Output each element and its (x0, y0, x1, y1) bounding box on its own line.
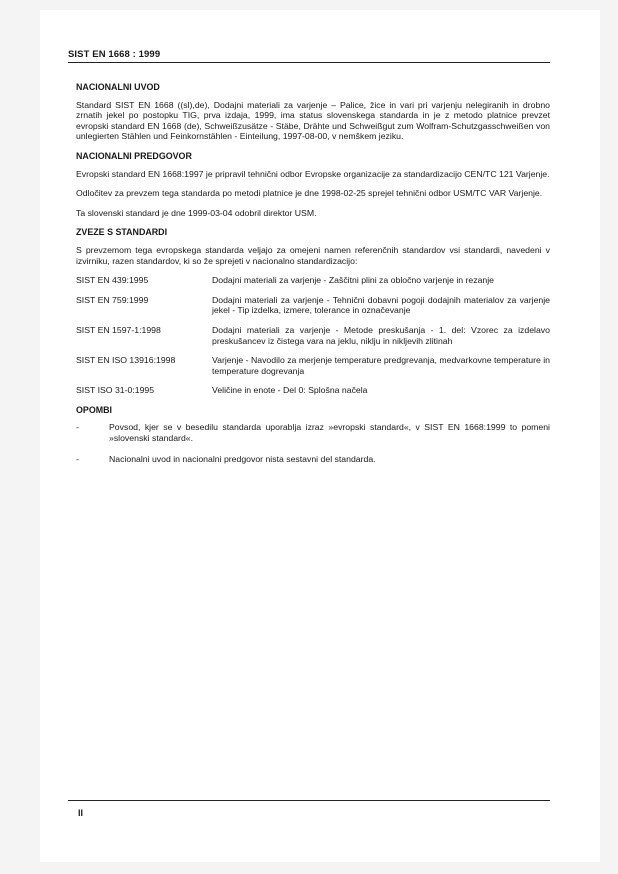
note-text: Nacionalni uvod in nacionalni predgovor nista sestavni del standarda. (109, 453, 376, 464)
paragraph: Standard SIST EN 1668 ((sl),de), Dodajni materiali za varjenje – Palice, žice in vari pri varjenju nelegiranih in drobno zrnatih jekel po postopku TIG, prva izdaja, 1999, ima status slovenskega standarda in je z metodo platnice prevzet evropski standard EN 1668 (de), Schweißzusätze - Stäbe, Drähte und Schweißgut zum Wolfram-Schutzgasschweißen von unlegierten Stählen und Feinkornstählen - Einteilung, 1997-08-00, v nemškem jeziku. (76, 99, 550, 142)
reference-list (76, 275, 550, 396)
reference-row (76, 355, 550, 376)
reference-row (76, 325, 550, 346)
document-page (40, 10, 600, 862)
note-bullet: - (76, 453, 79, 464)
section-nacionalni-uvod (76, 82, 550, 142)
section-zveze-s-standardi (76, 227, 550, 396)
page-number: II (78, 808, 84, 818)
document-body (76, 82, 550, 474)
reference-title: Dodajni materiali za varjenje - Zaščitni plini za obločno varjenje in rezanje (212, 275, 495, 286)
section-heading: NACIONALNI UVOD (76, 82, 160, 92)
reference-title: Dodajni materiali za varjenje - Tehnični dobavni pogoji dodajnih materialov za varjenje jekel - Tip izdelka, izmere, tolerance in označevanje (212, 294, 550, 316)
reference-code: SIST ISO 31-0:1995 (76, 385, 155, 396)
reference-row (76, 385, 550, 396)
paragraph: Odločitev za prevzem tega standarda po metodi platnice je dne 1998-02-25 sprejel tehnični odbor USM/TC VAR Varjenje. (76, 188, 543, 199)
reference-code: SIST EN ISO 13916:1998 (76, 355, 176, 366)
note-text: Povsod, kjer se v besedilu standarda uporablja izraz »evropski standard«, v SIST EN 1668:1999 to pomeni »slovenski standard«. (109, 422, 550, 444)
reference-code: SIST EN 759:1999 (76, 294, 149, 305)
paragraph: S prevzemom tega evropskega standarda veljajo za omejeni namen referenčnih standardov vsi standardi, navedeni v izvirniku, razen standardov, ki so že sprejeti v nacionalno standardizacijo: (76, 244, 550, 266)
section-heading: NACIONALNI PREDGOVOR (76, 150, 192, 161)
reference-code: SIST EN 1597-1:1998 (76, 324, 161, 335)
footer-divider (68, 800, 550, 801)
document-header: SIST EN 1668 : 1999 (68, 49, 550, 63)
paragraph: Ta slovenski standard je dne 1999-03-04 odobril direktor USM. (76, 207, 317, 218)
reference-row (76, 275, 550, 286)
note-item (76, 422, 550, 443)
reference-row (76, 295, 550, 316)
note-item (76, 454, 550, 465)
section-nacionalni-predgovor (76, 151, 550, 218)
reference-code: SIST EN 439:1995 (76, 275, 149, 286)
section-opombi (76, 405, 550, 464)
section-heading: ZVEZE S STANDARDI (76, 227, 168, 238)
reference-title: Varjenje - Navodilo za merjenje temperature predgrevanja, medvarkovne temperature in temperature dogrevanja (212, 355, 550, 376)
paragraph: Evropski standard EN 1668:1997 je pripravil tehnični odbor Evropske organizacije za standardizacijo CEN/TC 121 Varjenje. (76, 168, 550, 179)
reference-title: Dodajni materiali za varjenje - Metode preskušanja - 1. del: Vzorec za izdelavo preskušancev iz čistega vara na jeklu, niklju in nikljevih zlitinah (212, 324, 550, 346)
note-bullet: - (76, 422, 79, 433)
reference-title: Veličine in enote - Del 0: Splošna načela (212, 385, 368, 396)
section-heading: OPOMBI (76, 404, 112, 415)
